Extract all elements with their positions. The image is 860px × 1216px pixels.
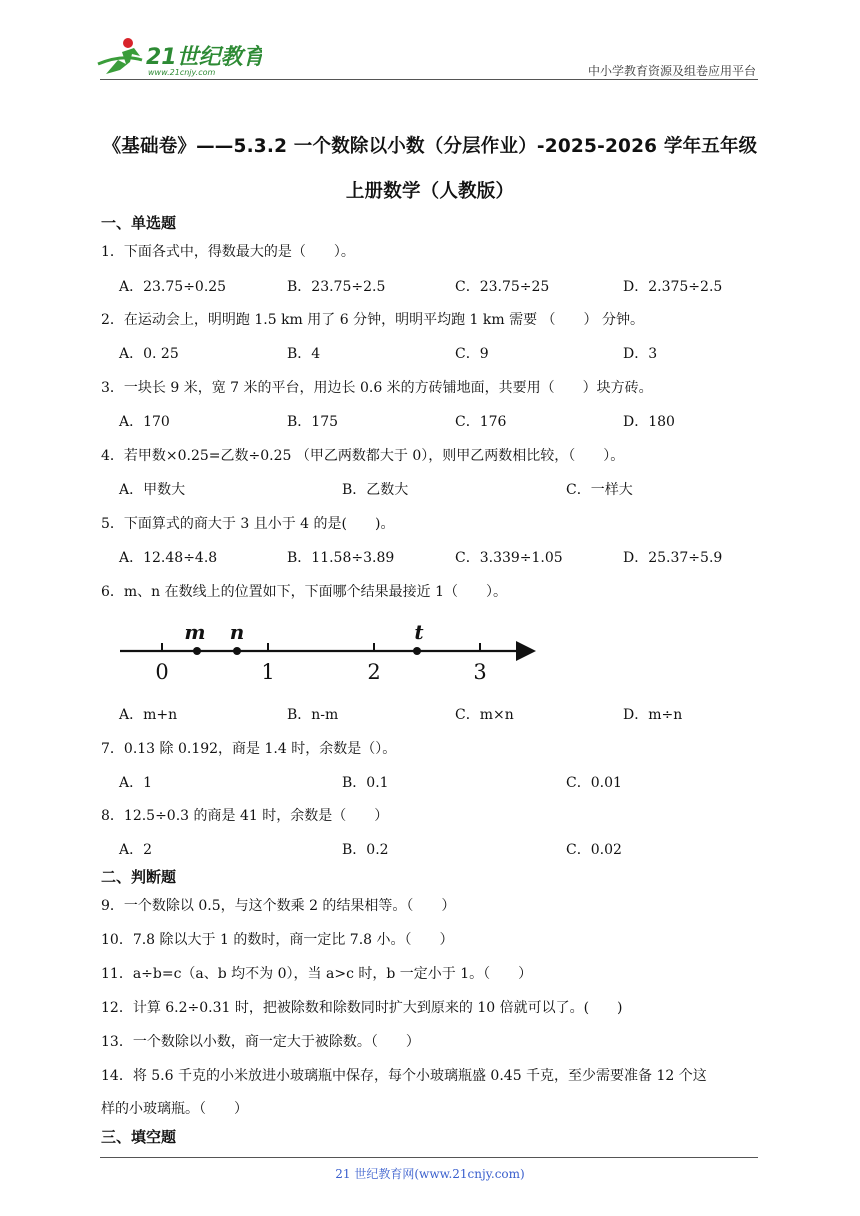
point-label-t: t <box>414 620 424 644</box>
question-11: 11．a÷b=c（a、b 均不为 0），当 a>c 时，b 一定小于 1。（ ） <box>101 966 533 982</box>
q1-option-d: D．2.375÷2.5 <box>623 279 723 295</box>
section-heading-single-choice: 一、单选题 <box>101 214 177 232</box>
header-divider <box>100 79 758 80</box>
tick-label-2: 2 <box>367 660 381 684</box>
question-2: 2．在运动会上，明明跑 1.5 km 用了 6 分钟，明明平均跑 1 km 需要 （ ） 分钟。 <box>101 312 645 328</box>
tick-label-0: 0 <box>155 660 169 684</box>
question-4: 4．若甲数×0.25=乙数÷0.25 （甲乙两数都大于 0），则甲乙两数相比较，（ ）。 <box>101 448 625 464</box>
question-10: 10．7.8 除以大于 1 的数时，商一定比 7.8 小。（ ） <box>101 932 454 948</box>
q3-option-c: C．176 <box>455 414 507 430</box>
logo-url: www.21cnjy.com <box>148 68 216 77</box>
q8-option-a: A．2 <box>119 842 153 858</box>
q1-option-a: A．23.75÷0.25 <box>119 279 227 295</box>
q2-option-a: A．0. 25 <box>119 346 179 362</box>
footer-divider <box>100 1157 758 1158</box>
q7-option-b: B．0.1 <box>342 775 389 791</box>
q4-option-c: C．一样大 <box>566 482 633 498</box>
tick-label-1: 1 <box>261 660 275 684</box>
section-heading-fill-blank: 三、填空题 <box>101 1128 177 1146</box>
question-6: 6．m、n 在数线上的位置如下，下面哪个结果最接近 1（ ）。 <box>101 584 508 600</box>
q3-option-a: A．170 <box>119 414 170 430</box>
q8-option-c: C．0.02 <box>566 842 622 858</box>
page-title-line-1: 《基础卷》——5.3.2 一个数除以小数（分层作业）-2025-2026 学年五年级 <box>102 136 758 157</box>
q8-option-b: B．0.2 <box>342 842 389 858</box>
question-9: 9．一个数除以 0.5，与这个数乘 2 的结果相等。（ ） <box>101 898 456 914</box>
q4-option-b: B．乙数大 <box>342 482 409 498</box>
q5-option-c: C．3.339÷1.05 <box>455 550 563 566</box>
q5-option-d: D．25.37÷5.9 <box>623 550 723 566</box>
q6-option-d: D．m÷n <box>623 707 683 723</box>
q2-option-b: B．4 <box>287 346 321 362</box>
q4-option-a: A．甲数大 <box>119 482 186 498</box>
q6-option-c: C．m×n <box>455 707 514 723</box>
question-12: 12．计算 6.2÷0.31 时，把被除数和除数同时扩大到原来的 10 倍就可以了。( ) <box>101 1000 623 1016</box>
tick-label-3: 3 <box>473 660 487 684</box>
page-title-line-2: 上册数学（人教版） <box>345 181 515 202</box>
question-5: 5．下面算式的商大于 3 且小于 4 的是( )。 <box>101 516 395 532</box>
q5-option-b: B．11.58÷3.89 <box>287 550 395 566</box>
platform-text: 中小学教育资源及组卷应用平台 <box>587 64 756 78</box>
q3-option-d: D．180 <box>623 414 675 430</box>
question-1: 1．下面各式中，得数最大的是（ ）。 <box>101 244 355 260</box>
q1-option-b: B．23.75÷2.5 <box>287 279 386 295</box>
question-3: 3．一块长 9 米，宽 7 米的平台，用边长 0.6 米的方砖铺地面，共要用（ ）块方砖。 <box>101 380 653 396</box>
q6-option-a: A．m+n <box>119 707 178 723</box>
point-label-m: m <box>184 620 206 644</box>
section-heading-true-false: 二、判断题 <box>101 868 177 886</box>
question-7: 7．0.13 除 0.192，商是 1.4 时，余数是（）。 <box>101 741 397 757</box>
point-label-n: n <box>229 620 245 644</box>
question-13: 13．一个数除以小数，商一定大于被除数。（ ） <box>101 1034 420 1050</box>
question-14-line-2: 样的小玻璃瓶。（ ） <box>101 1101 248 1117</box>
q2-option-c: C．9 <box>455 346 489 362</box>
site-logo <box>92 34 262 78</box>
logo-text: 21世纪教育 <box>146 45 262 70</box>
q1-option-c: C．23.75÷25 <box>455 279 550 295</box>
footer-text[interactable]: 21 世纪教育网(www.21cnjy.com) <box>335 1167 525 1181</box>
q7-option-c: C．0.01 <box>566 775 622 791</box>
question-14-line-1: 14．将 5.6 千克的小米放进小玻璃瓶中保存，每个小玻璃瓶盛 0.45 千克，至少需要准备 12 个这 <box>101 1068 707 1084</box>
q3-option-b: B．175 <box>287 414 339 430</box>
q7-option-a: A．1 <box>119 775 153 791</box>
q2-option-d: D．3 <box>623 346 658 362</box>
q5-option-a: A．12.48÷4.8 <box>119 550 218 566</box>
question-8: 8．12.5÷0.3 的商是 41 时，余数是（ ） <box>101 808 389 824</box>
q6-option-b: B．n-m <box>287 707 339 723</box>
number-line-figure <box>118 617 548 691</box>
